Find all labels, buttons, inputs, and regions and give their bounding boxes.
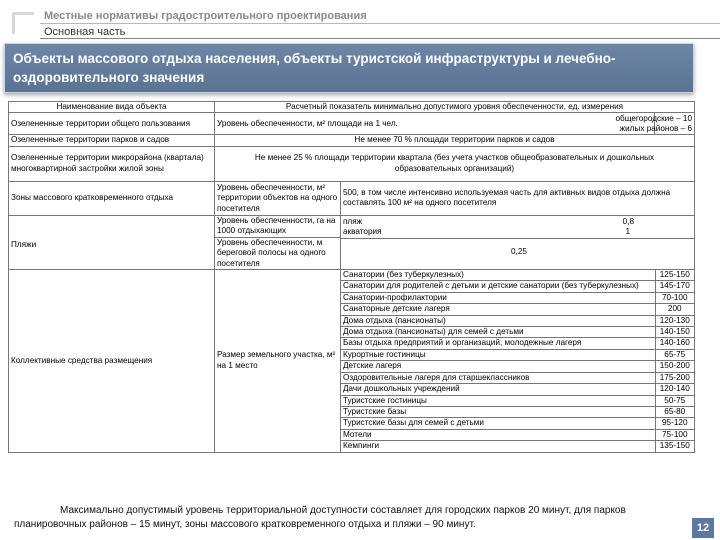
column-header-object: Наименование вида объекта bbox=[9, 102, 215, 113]
corner-decoration bbox=[12, 12, 34, 34]
lodging-type: Санатории (без туберкулезных) bbox=[341, 270, 655, 281]
lodging-area-value: 200 bbox=[655, 304, 694, 315]
lodging-row bbox=[341, 372, 694, 383]
lodging-type: Кемпинги bbox=[341, 441, 655, 452]
lodging-area-value: 50-75 bbox=[655, 395, 694, 406]
beach-label: пляж bbox=[343, 216, 363, 226]
object-name: Озелененные территории общего пользования bbox=[9, 113, 215, 135]
beach-row bbox=[341, 217, 694, 227]
lodging-area-value: 75-100 bbox=[655, 429, 694, 440]
footnote bbox=[14, 504, 694, 532]
lodging-type: Туристские гостиницы bbox=[341, 395, 655, 406]
slide-title-line2: оздоровительного значения bbox=[13, 70, 205, 85]
document-title: Местные нормативы градостроительного проектирования bbox=[44, 10, 367, 22]
lodging-area-value: 135-150 bbox=[659, 441, 690, 451]
indicator-cell: Уровень обеспеченности, м² территории объектов на одного посетителя bbox=[215, 181, 341, 215]
header-divider bbox=[40, 23, 720, 24]
lodging-area-value: 140-150 bbox=[655, 327, 694, 338]
page-number: 12 bbox=[692, 518, 714, 538]
lodging-type: Туристские базы bbox=[341, 406, 655, 417]
lodging-row bbox=[341, 338, 694, 349]
lodging-type: Дома отдыха (пансионаты) bbox=[341, 315, 655, 326]
value-city: общегородские – 10 bbox=[615, 113, 693, 123]
water-row bbox=[341, 227, 694, 238]
lodging-type: Детские лагеря bbox=[341, 361, 655, 372]
lodging-row bbox=[341, 406, 694, 417]
value-cell bbox=[341, 215, 695, 269]
lodging-row bbox=[341, 441, 694, 452]
water-label: акватория bbox=[343, 227, 382, 237]
lodging-area-value: 65-80 bbox=[655, 406, 694, 417]
slide-title-banner bbox=[4, 43, 694, 93]
indicator-shore: Уровень обеспеченности, м береговой полосы на одного посетителя bbox=[217, 237, 326, 268]
lodging-row bbox=[341, 349, 694, 360]
lodging-area-value: 150-200 bbox=[655, 361, 694, 372]
lodging-row bbox=[341, 281, 694, 292]
object-name: Зоны массового кратковременного отдыха bbox=[9, 181, 215, 215]
lodging-area-value: 70-100 bbox=[655, 292, 694, 303]
table-header-row bbox=[9, 102, 695, 113]
lodging-types-cell bbox=[341, 270, 695, 453]
lodging-area-value: 175-200 bbox=[655, 372, 694, 383]
footnote-line2: планировочных районов – 15 минут, зоны массового кратковременного отдыха и пляжи – 90 минут. bbox=[14, 519, 476, 530]
footnote-line1: Максимально допустимый уровень территориальной доступности составляет для городских парков 20 минут, для парков bbox=[60, 505, 626, 516]
indicator-cell: Размер земельного участка, м² на 1 место bbox=[215, 270, 341, 453]
water-value: 1 bbox=[625, 227, 631, 237]
lodging-type: Базы отдыха предприятий и организаций, молодежные лагеря bbox=[341, 338, 655, 349]
object-name: Озелененные территории парков и садов bbox=[9, 135, 215, 146]
lodging-row bbox=[341, 327, 694, 338]
lodging-row bbox=[341, 270, 694, 281]
indicator-beach-area: Уровень обеспеченности, га на 1000 отдыхающих bbox=[215, 216, 340, 238]
value-cell bbox=[615, 113, 695, 135]
lodging-row bbox=[341, 418, 694, 429]
value-district: жилых районов – 6 bbox=[619, 123, 693, 133]
lodging-type: Санатории-профилактории bbox=[341, 292, 655, 303]
lodging-area-value: 120-130 bbox=[655, 315, 694, 326]
lodging-row bbox=[341, 315, 694, 326]
lodging-types-list bbox=[341, 270, 694, 452]
lodging-type: Дачи дошкольных учреждений bbox=[341, 384, 655, 395]
lodging-row bbox=[341, 304, 694, 315]
lodging-type: Оздоровительные лагеря для старшеклассников bbox=[341, 372, 655, 383]
lodging-type: Дома отдыха (пансионаты) для семей с детьми bbox=[341, 327, 655, 338]
slide-title-line1: Объекты массового отдыха населения, объекты туристской инфраструктуры и лечебно- bbox=[13, 51, 616, 66]
shore-row bbox=[341, 238, 694, 268]
lodging-type: Туристские базы для семей с детьми bbox=[341, 418, 655, 429]
table-row bbox=[9, 270, 695, 453]
indicator-cell bbox=[215, 215, 341, 269]
document-section: Основная часть bbox=[44, 26, 126, 38]
lodging-area-value: 120-140 bbox=[655, 384, 694, 395]
beach-values bbox=[341, 217, 694, 268]
object-name: Пляжи bbox=[9, 215, 215, 269]
lodging-area-value: 140-160 bbox=[655, 338, 694, 349]
lodging-row bbox=[341, 384, 694, 395]
column-header-indicator: Расчетный показатель минимально допустимого уровня обеспеченности, ед. измерения bbox=[215, 102, 695, 113]
table-row bbox=[9, 181, 695, 215]
lodging-area-value: 125-150 bbox=[655, 270, 694, 281]
object-name: Коллективные средства размещения bbox=[9, 270, 215, 453]
indicator-text: Уровень обеспеченности, м² площади на 1 чел. bbox=[217, 118, 398, 128]
beach-value: 0,8 bbox=[622, 216, 635, 226]
table-row bbox=[9, 215, 695, 269]
lodging-type: Курортные гостиницы bbox=[341, 349, 655, 360]
lodging-row bbox=[341, 429, 694, 440]
shore-value: 0,25 bbox=[511, 246, 527, 256]
lodging-area-value: 65-75 bbox=[655, 349, 694, 360]
lodging-type: Санатории для родителей с детьми и детские санатории (без туберкулезных) bbox=[341, 281, 655, 292]
object-name: Озелененные территории микрорайона (квартала) многоквартирной застройки жилой зоны bbox=[9, 146, 215, 181]
value-cell: Не менее 70 % площади территории парков и садов bbox=[215, 135, 695, 146]
lodging-row bbox=[341, 361, 694, 372]
lodging-area-value: 95-120 bbox=[655, 418, 694, 429]
lodging-type: Мотели bbox=[341, 429, 655, 440]
lodging-area-value: 145-170 bbox=[655, 281, 694, 292]
table-row bbox=[9, 135, 695, 146]
value-cell: Не менее 25 % площади территории квартала (без учета участков общеобразовательных и дошкольных образовательных организаций) bbox=[215, 146, 695, 181]
value-cell: 500, в том числе интенсивно используемая часть для активных видов отдыха должна составлять 100 м² на одного посетителя bbox=[341, 181, 695, 215]
norms-table bbox=[8, 101, 695, 453]
section-divider bbox=[40, 38, 720, 39]
table-row bbox=[9, 146, 695, 181]
table-row bbox=[9, 113, 695, 135]
lodging-type: Санаторные детские лагеря bbox=[341, 304, 655, 315]
lodging-row bbox=[341, 292, 694, 303]
lodging-row bbox=[341, 395, 694, 406]
